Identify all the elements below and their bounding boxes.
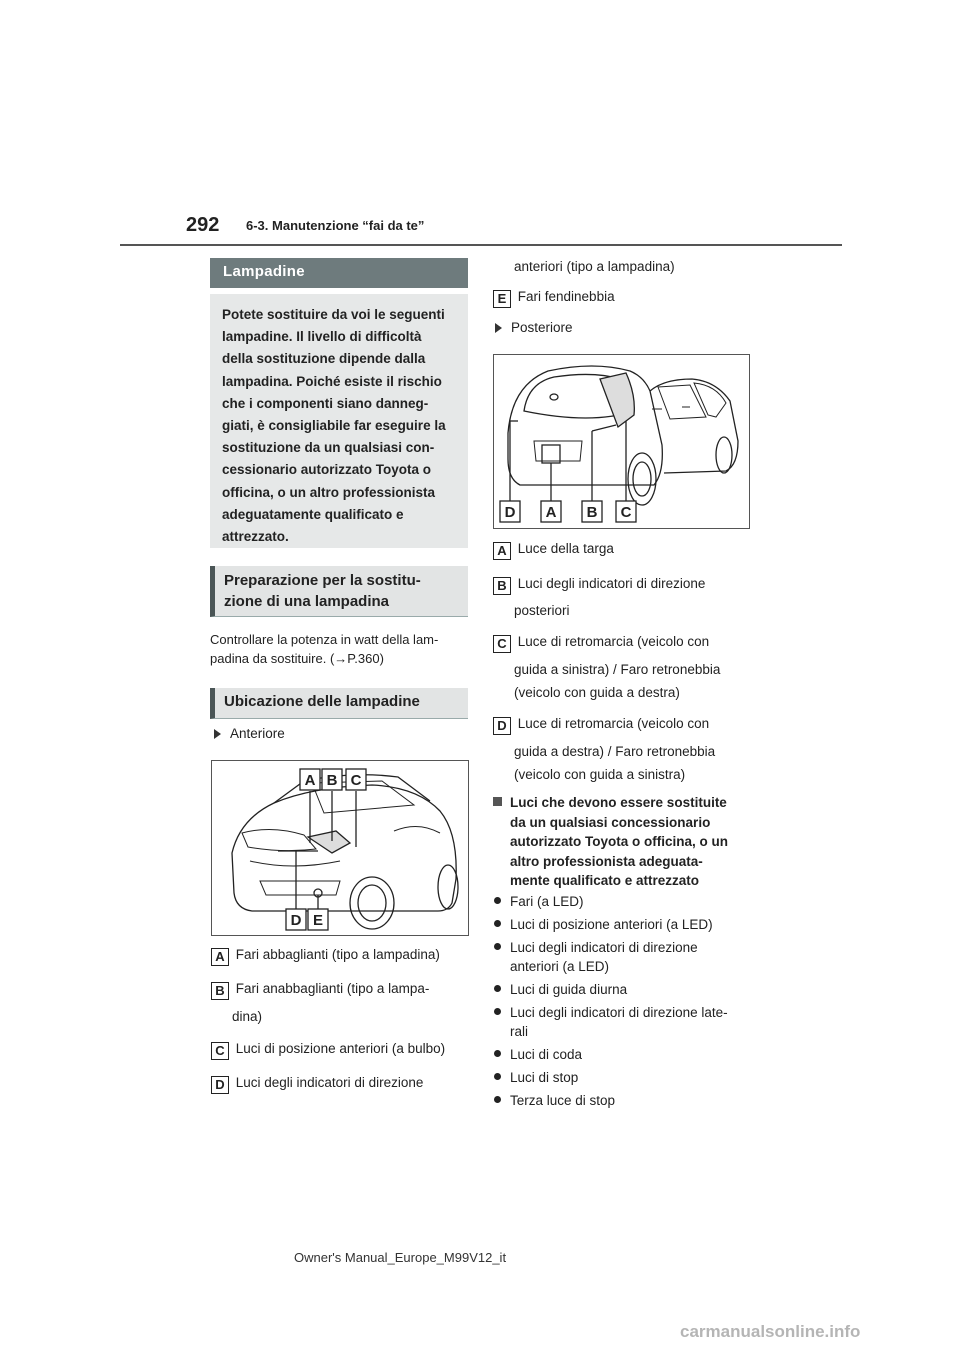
letter-box: C	[493, 635, 511, 653]
intro-box	[210, 294, 468, 548]
legend-front-e	[493, 287, 615, 308]
location-title: Ubicazione delle lampadine	[210, 688, 468, 719]
legend-rear-d	[493, 714, 709, 735]
dealer-item-text: Fari (a LED)	[510, 894, 584, 909]
callout-a: A	[304, 772, 316, 789]
legend-front-b-cont: dina)	[232, 1009, 263, 1024]
legend-text: Luci degli indicatori di direzione	[235, 1075, 424, 1090]
prep-text-line: padina da sostituire. (→P.360)	[210, 651, 384, 666]
dealer-item	[494, 1068, 578, 1087]
front-car-drawing	[232, 775, 458, 929]
legend-rear-b	[493, 574, 705, 595]
intro-line: attrezzato.	[222, 529, 289, 545]
intro-line: Potete sostituire da voi le seguenti	[222, 307, 445, 322]
dot-bullet-icon	[494, 1096, 501, 1103]
dot-bullet-icon	[494, 985, 501, 992]
rear-label	[495, 320, 573, 335]
legend-text: Luce di retromarcia (veicolo con	[517, 716, 710, 731]
dealer-heading-line	[493, 793, 753, 813]
legend-rear-a	[493, 539, 614, 560]
page-number: 292	[186, 214, 220, 236]
prep-title-line: zione di una lampadina	[224, 593, 390, 610]
letter-box: B	[211, 982, 229, 1000]
legend-front-d	[211, 1073, 423, 1094]
dot-bullet-icon	[494, 1050, 501, 1057]
intro-line: sostituzione da un qualsiasi con-	[222, 440, 435, 456]
dealer-item	[494, 892, 584, 911]
intro-line: adeguatamente qualificato e	[222, 506, 404, 522]
legend-rear-c	[493, 632, 709, 653]
prep-title-line: Preparazione per la sostitu-	[224, 572, 421, 589]
dot-bullet-icon	[494, 920, 501, 927]
rear-callout-boxes	[500, 501, 636, 522]
callout-b: B	[326, 772, 338, 789]
dealer-item-text: Luci di coda	[510, 1047, 583, 1062]
dealer-item	[494, 1003, 728, 1022]
dealer-item	[494, 980, 627, 999]
callout-d: D	[290, 912, 302, 929]
prep-text	[210, 630, 468, 668]
watermark: carmanualsonline.info	[680, 1322, 861, 1341]
letter-box: E	[493, 290, 511, 308]
legend-text: Luci degli indicatori di direzione	[517, 576, 706, 591]
legend-front-d-cont: anteriori (tipo a lampadina)	[514, 259, 675, 274]
legend-rear-d-cont: (veicolo con guida a sinistra)	[514, 767, 686, 782]
dealer-item	[494, 1045, 582, 1064]
intro-line: lampadina. Poiché esiste il rischio	[222, 373, 442, 389]
dealer-heading-text: Luci che devono essere sostituite	[510, 795, 727, 810]
prep-text-line: Controllare la potenza in watt della lam-	[210, 632, 439, 647]
dealer-item-cont: rali	[510, 1024, 529, 1039]
dot-bullet-icon	[494, 943, 501, 950]
section-title: 6-3. Manutenzione “fai da te”	[246, 218, 425, 233]
letter-box: D	[211, 1076, 229, 1094]
dot-bullet-icon	[494, 1073, 501, 1080]
front-label	[214, 726, 285, 741]
dot-bullet-icon	[494, 1008, 501, 1015]
legend-front-b	[211, 979, 429, 1000]
dealer-item	[494, 938, 698, 957]
callout-e: E	[312, 912, 324, 929]
arrow-bullet-icon	[214, 729, 221, 739]
dealer-item-text: Luci degli indicatori di direzione late-	[510, 1005, 728, 1020]
letter-box: A	[493, 542, 511, 560]
dealer-heading-line: altro professionista adeguata-	[510, 853, 703, 869]
legend-text: Fari anabbaglianti (tipo a lampa-	[235, 981, 430, 996]
intro-line: cessionario autorizzato Toyota o	[222, 462, 432, 478]
letter-box: B	[493, 577, 511, 595]
legend-rear-c-cont: (veicolo con guida a destra)	[514, 685, 680, 700]
callout-d: D	[504, 504, 516, 521]
legend-text: Luci di posizione anteriori (a bulbo)	[235, 1041, 446, 1056]
dealer-heading-line: da un qualsiasi concessionario	[510, 814, 711, 830]
dealer-heading-line: mente qualificato e attrezzato	[510, 873, 700, 888]
callout-c: C	[350, 772, 362, 789]
front-callout-lines	[278, 791, 356, 909]
front-label-text: Anteriore	[230, 726, 285, 741]
dealer-item-cont: anteriori (a LED)	[510, 959, 610, 974]
lampadine-title: Lampadine	[210, 258, 468, 288]
dealer-heading	[493, 793, 753, 891]
legend-front-c	[211, 1039, 445, 1060]
callout-b: B	[586, 504, 598, 521]
header-divider	[120, 244, 842, 246]
front-car-figure	[211, 760, 469, 936]
rear-car-drawing	[508, 366, 738, 505]
legend-text: Luce della targa	[517, 541, 614, 556]
legend-rear-b-cont: posteriori	[514, 603, 570, 618]
dot-bullet-icon	[494, 897, 501, 904]
intro-line: officina, o un altro professionista	[222, 484, 436, 500]
legend-text: Luce di retromarcia (veicolo con	[517, 634, 710, 649]
callout-a: A	[545, 504, 557, 521]
dealer-item-text: Luci di posizione anteriori (a LED)	[510, 917, 713, 932]
intro-line: giati, è consigliabile far eseguire la	[222, 418, 446, 434]
legend-text: Fari fendinebbia	[517, 289, 615, 304]
legend-rear-d-cont: guida a destra) / Faro retronebbia	[514, 744, 716, 759]
intro-line: lampadine. Il livello di difficoltà	[222, 329, 422, 345]
intro-line: che i componenti siano danneg-	[222, 395, 429, 411]
dealer-item-text: Luci di stop	[510, 1070, 579, 1085]
manual-footer: Owner's Manual_Europe_M99V12_it	[294, 1250, 507, 1265]
dealer-item-text: Luci di guida diurna	[510, 982, 628, 997]
intro-line: della sostituzione dipende dalla	[222, 351, 426, 367]
dealer-heading-line: autorizzato Toyota o officina, o un	[510, 834, 728, 849]
dealer-item-text: Luci degli indicatori di direzione	[510, 940, 698, 955]
arrow-bullet-icon	[495, 323, 502, 333]
prep-title	[210, 566, 468, 617]
letter-box: D	[493, 717, 511, 735]
callout-c: C	[620, 504, 632, 521]
square-bullet-icon	[493, 797, 502, 806]
dealer-item-text: Terza luce di stop	[510, 1093, 616, 1108]
letter-box: A	[211, 948, 229, 966]
rear-car-figure	[493, 354, 750, 529]
dealer-item	[494, 1091, 615, 1110]
rear-label-text: Posteriore	[511, 320, 573, 335]
legend-front-a	[211, 945, 440, 966]
dealer-item	[494, 915, 713, 934]
letter-box: C	[211, 1042, 229, 1060]
legend-rear-c-cont: guida a sinistra) / Faro retronebbia	[514, 662, 721, 677]
legend-text: Fari abbaglianti (tipo a lampadina)	[235, 947, 440, 962]
